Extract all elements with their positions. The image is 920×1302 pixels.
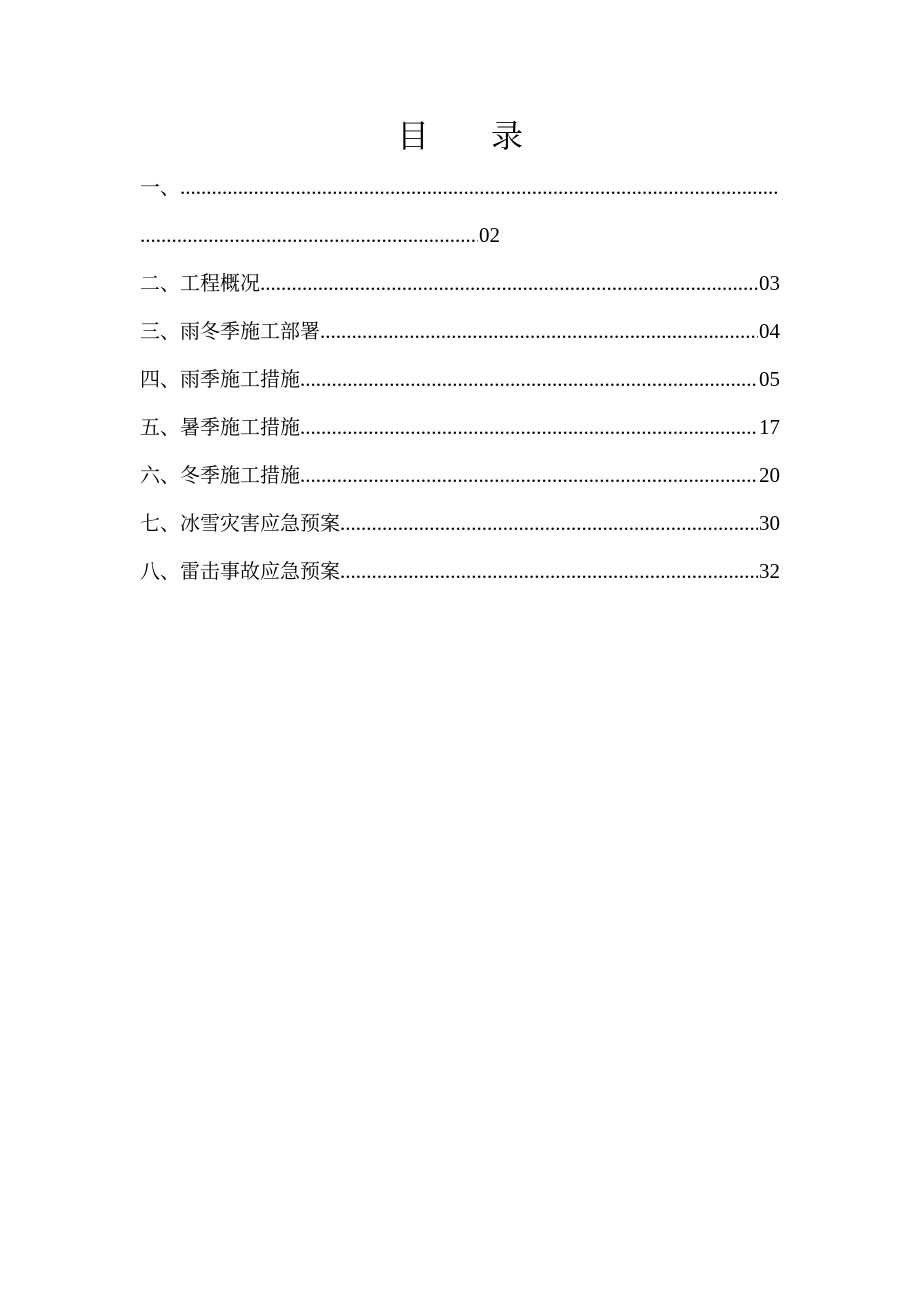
toc-leader-dots <box>180 163 780 211</box>
page-title <box>0 112 920 160</box>
toc-entry-7[interactable] <box>140 499 780 547</box>
toc-leader-dots <box>260 259 758 307</box>
table-of-contents <box>140 163 780 595</box>
toc-leader-dots <box>140 211 478 259</box>
toc-entry-label: 七、冰雪灾害应急预案 <box>140 511 340 535</box>
toc-entry-page: 03 <box>759 271 780 295</box>
toc-entry-page: 04 <box>759 319 780 343</box>
toc-leader-dots <box>300 355 758 403</box>
toc-entry-label: 二、工程概况 <box>140 271 260 295</box>
toc-leader-dots <box>300 403 758 451</box>
toc-entry-3[interactable] <box>140 307 780 355</box>
toc-entry-label: 四、雨季施工措施 <box>140 367 300 391</box>
toc-entry-page: 05 <box>759 367 780 391</box>
toc-entry-label: 八、雷击事故应急预案 <box>140 559 340 583</box>
title-char-1: 目 <box>396 117 429 155</box>
toc-entry-label: 三、雨冬季施工部署 <box>140 319 320 343</box>
toc-entry-page: 17 <box>759 415 780 439</box>
toc-entry-6[interactable] <box>140 451 780 499</box>
toc-entry-4[interactable] <box>140 355 780 403</box>
toc-entry-page: 30 <box>759 511 780 535</box>
title-char-2: 录 <box>491 117 524 155</box>
toc-leader-dots <box>340 499 758 547</box>
toc-entry-5[interactable] <box>140 403 780 451</box>
toc-entry-2[interactable] <box>140 259 780 307</box>
toc-entry-1[interactable] <box>140 163 780 211</box>
toc-entry-8[interactable] <box>140 547 780 595</box>
toc-entry-page: 20 <box>759 463 780 487</box>
toc-entry-label: 六、冬季施工措施 <box>140 463 300 487</box>
toc-leader-dots <box>340 547 758 595</box>
toc-leader-dots <box>320 307 758 355</box>
toc-entry-page: 32 <box>759 559 780 583</box>
toc-entry-page: 02 <box>479 223 500 247</box>
toc-entry-1-continued[interactable] <box>140 211 500 259</box>
toc-leader-dots <box>300 451 758 499</box>
toc-entry-label: 五、暑季施工措施 <box>140 415 300 439</box>
toc-entry-label: 一、 <box>140 175 180 199</box>
